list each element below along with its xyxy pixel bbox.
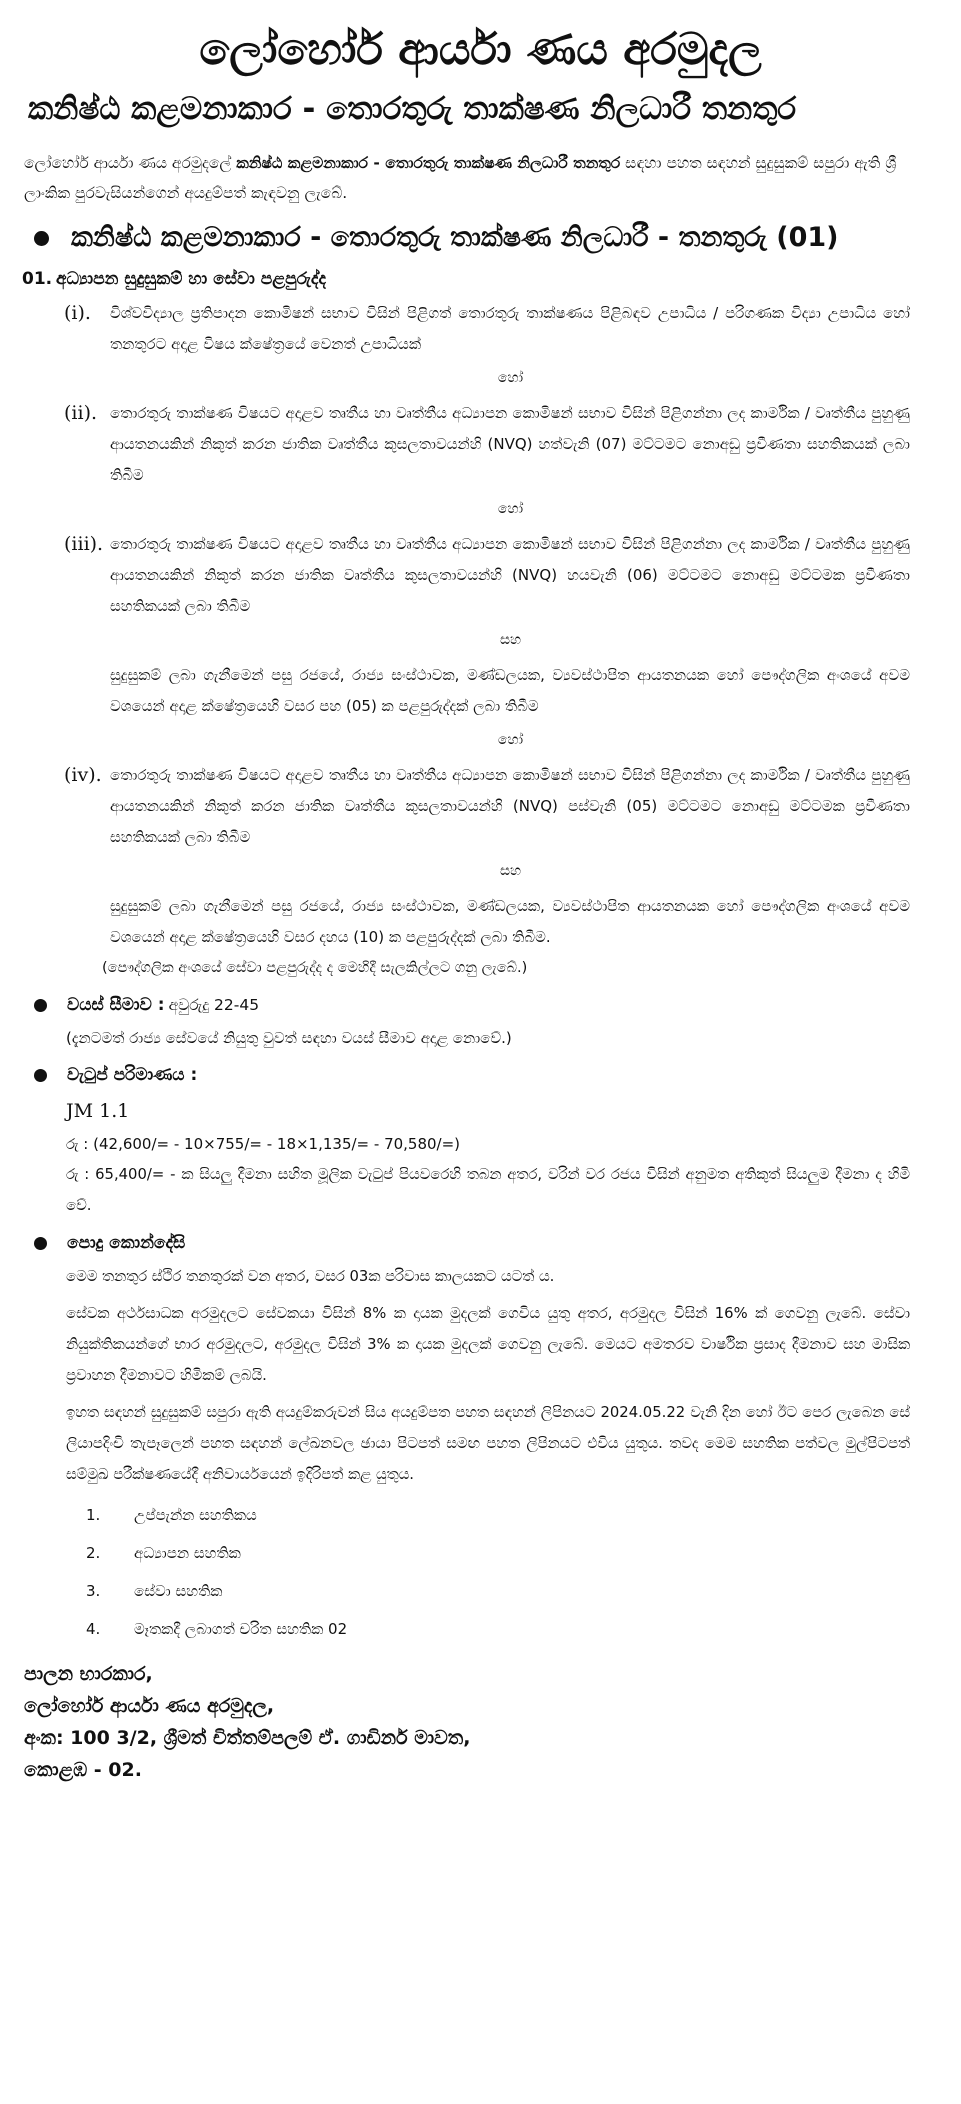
or-separator: හෝ bbox=[497, 732, 524, 748]
intro-paragraph bbox=[22, 148, 939, 208]
age-label: වයස් සීමාව : bbox=[67, 995, 165, 1015]
section-number: 01. bbox=[22, 269, 53, 289]
item-roman: (iii). bbox=[64, 533, 104, 555]
intro-text-1: ලෝහෝර් ආර්යා ණය අරමුදලේ bbox=[24, 154, 237, 172]
list-item-number: 3. bbox=[86, 1582, 101, 1600]
address-line: ලෝහෝර් ආර්යා ණය අරමුදල, bbox=[24, 1695, 275, 1717]
item-text: තොරතුරු තාක්ෂණ විෂයට අදාළව තෘතීය හා වෘත්තීය අධ්‍යාපන කොමිෂන් සභාව විසින් පිළිගන්නා ලද කාර්මික / වෘත්තීය පුහුණු ආයතනයකින් නිකුත් කරන ජාතික වෘත්තීය කුසලතාවයන්හි (NVQ) හයවැනි (06) මට්ටමට නොඅඩු මට්ටමක ප්‍රවීණතා සහතිකයක් ලබා තිබීම bbox=[110, 535, 910, 615]
qualification-item bbox=[64, 398, 939, 491]
list-item-number: 1. bbox=[86, 1506, 101, 1524]
list-item bbox=[66, 1496, 939, 1534]
list-item bbox=[66, 1572, 939, 1610]
item-text: තොරතුරු තාක්ෂණ විෂයට අදාළව තෘතීය හා වෘත්තීය අධ්‍යාපන කොමිෂන් සභාව විසින් පිළිගන්නා ලද කාර්මික / වෘත්තීය පුහුණු ආයතනයකින් නිකුත් කරන ජාතික වෘත්තීය කුසලතාවයන්හි (NVQ) හත්වැනි (07) මට්ටමට නොඅඩු ප්‍රවීණතා සහතිකයක් ලබා තිබීම bbox=[110, 404, 910, 484]
salary-label: වැටුප් පරිමාණය : bbox=[67, 1065, 198, 1085]
item-text: විශ්වවිද්‍යාල ප්‍රතිපාදන කොමිෂන් සභාව විසින් පිළිගත් තොරතුරු තාක්ෂණය පිළිබඳව උපාධිය / පරිගණක විද්‍යා උපාධිය හෝ තනතුරට අදාළ විෂය ක්ෂේත්‍රයේ වෙනත් උපාධියක් bbox=[110, 304, 910, 353]
list-item-text: අධ්‍යාපන සහතික bbox=[134, 1544, 241, 1562]
list-item-text: මෑතකදී ලබාගත් චරිත සහතික 02 bbox=[134, 1620, 348, 1638]
bullet-icon bbox=[34, 999, 47, 1012]
salary-heading bbox=[22, 1059, 939, 1091]
bullet-icon bbox=[34, 231, 49, 246]
bullet-icon bbox=[34, 1237, 47, 1250]
address-line: අංක: 100 3/2, ශ්‍රීමත් චිත්තම්පලම් ඒ. ගාඩිනර් මාවත, bbox=[24, 1727, 471, 1749]
list-item-number: 2. bbox=[86, 1544, 101, 1562]
qualification-item bbox=[64, 529, 939, 622]
list-item bbox=[66, 1534, 939, 1572]
address-line: පාලන භාරකාර, bbox=[24, 1663, 153, 1685]
general-conditions-heading bbox=[22, 1227, 939, 1259]
age-note: (දැනටමත් රාජ්‍ය සේවයේ නියුතු වුවත් සඳහා වයස් සීමාව අදාළ නොවේ.) bbox=[66, 1029, 512, 1047]
item-experience-text: සුදුසුකම් ලබා ගැනීමෙන් පසු රජයේ, රාජ්‍ය සංස්ථාවක, මණ්ඩලයක, ව්‍යවස්ථාපිත ආයතනයක හෝ පෞද්ගලික අංශයේ අවම වශයෙන් අදාළ ක්ෂේත්‍රයෙහි වසර පහ (05) ක පළපුරුද්දක් ලබා තිබීම bbox=[110, 666, 910, 715]
item-text: තොරතුරු තාක්ෂණ විෂයට අදාළව තෘතීය හා වෘත්තීය අධ්‍යාපන කොමිෂන් සභාව විසින් පිළිගන්නා ලද කාර්මික / වෘත්තීය පුහුණු ආයතනයකින් නිකුත් කරන ජාතික වෘත්තීය කුසලතාවයන්හි (NVQ) පස්වැනි (05) මට්ටමට නොඅඩු මට්ටමක ප්‍රවීණතා සහතිකයක් ලබා තිබීම bbox=[110, 766, 910, 846]
bullet-icon bbox=[34, 1069, 47, 1082]
age-limit-heading bbox=[22, 989, 939, 1021]
salary-code: JM 1.1 bbox=[66, 1100, 130, 1122]
list-item-number: 4. bbox=[86, 1620, 101, 1638]
intro-bold-text: කනිෂ්ඨ කළමනාකාර - තොරතුරු තාක්ෂණ නිලධාරී තනතුර bbox=[236, 154, 621, 172]
item-roman: (i). bbox=[64, 302, 91, 324]
list-item-text: උප්පැන්න සහතිකය bbox=[134, 1506, 257, 1524]
and-separator: සහ bbox=[499, 632, 522, 648]
or-separator: හෝ bbox=[497, 370, 524, 386]
page-title: ලෝහෝර් ආර්යා ණය අරමුදල bbox=[199, 24, 762, 75]
address-line: කොළඹ - 02. bbox=[24, 1759, 142, 1781]
item-roman: (ii). bbox=[64, 402, 98, 424]
item-roman: (iv). bbox=[64, 764, 102, 786]
intro-text-2: සඳහා පහත සඳහන් සුදුසුකම් සපුරා ඇති ශ්‍රී ලාංකික පුරවැසියන්ගෙන් අයදුම්පත් කැඳවනු ලැබේ. bbox=[24, 154, 897, 202]
address-block bbox=[22, 1658, 939, 1786]
condition-paragraph: ඉහත සඳහන් සුදුසුකම් සපුරා ඇති අයදුම්කරුවන් සිය අයදුම්පත පහත සඳහන් ලිපිනයට 2024.05.22 වැනි දින හෝ ඊට පෙර ලැබෙන සේ ලියාපදිංචි තැපෑලෙන් පහත සඳහන් ලේඛනවල ඡායා පිටපත් සමඟ පහත ලිපිනයට එවිය යුතුය. තවද මෙම සහතික පත්වල මුල්පිටපත් සම්මුඛ පරීක්ෂණයේදී අනිවාර්යයෙන් ඉදිරිපත් කළ යුතුය. bbox=[66, 1404, 910, 1483]
and-separator: සහ bbox=[499, 863, 522, 879]
condition-paragraph: මෙම තනතුර ස්ථිර තනතුරක් වන අතර, වසර 03ක පරිවාස කාලයකට යටත් ය. bbox=[66, 1268, 555, 1285]
private-sector-note: (පෞද්ගලික අංශයේ සේවා පළපුරුද්ද ද මෙහිදී සැලකිල්ලට ගනු ලැබේ.) bbox=[102, 960, 528, 976]
position-heading-text: කනිෂ්ඨ කළමනාකාර - තොරතුරු තාක්ෂණ නිලධාරී - තනතුරු (01) bbox=[71, 222, 839, 253]
required-documents-list bbox=[66, 1496, 939, 1648]
or-separator: හෝ bbox=[497, 501, 524, 517]
section-title: අධ්‍යාපන සුදුසුකම් හා සේවා පළපුරුද්ද bbox=[56, 269, 327, 289]
age-value: අවුරුදු 22-45 bbox=[168, 996, 260, 1014]
list-item bbox=[66, 1610, 939, 1648]
list-item-text: සේවා සහතික bbox=[134, 1582, 223, 1600]
position-heading bbox=[22, 218, 939, 258]
condition-paragraph: සේවක අර්ථසාධක අරමුදලට සේවකයා විසින් 8% ක දායක මුදලක් ගෙවිය යුතු අතර, අරමුදල විසින් 16% ක් ගෙවනු ලැබේ. සේවා නියුක්තිකයන්ගේ භාර අරමුදලට, අරමුදල විසින් 3% ක දායක මුදලක් ගෙවනු ලැබේ. මෙයට අමතරව වාර්ෂික ප්‍රසාද දීමනාව සහ මාසික ප්‍රවාහන දීමනාවට හිමිකම් ලබයි. bbox=[66, 1305, 910, 1384]
item-experience-text: සුදුසුකම් ලබා ගැනීමෙන් පසු රජයේ, රාජ්‍ය සංස්ථාවක, මණ්ඩලයක, ව්‍යවස්ථාපිත ආයතනයක හෝ පෞද්ගලික අංශයේ අවම වශයෙන් අදාළ ක්ෂේත්‍රයෙහි වසර දහය (10) ක පළපුරුද්දක් ලබා තිබීම. bbox=[110, 897, 910, 946]
qualification-item bbox=[64, 760, 939, 853]
section-qualifications-heading bbox=[22, 264, 939, 294]
salary-text: රු : 65,400/= - ක සියලු දීමනා සහිත මූලික වැටුප් පියවරෙහි තබන අතර, වරින් වර රජය විසින් අනුමත අතිකුත් සියලුම දීමනා ද හිමි වේ. bbox=[66, 1166, 910, 1214]
general-conditions-label: පොදු කොන්දේසි bbox=[67, 1233, 186, 1253]
page-subtitle: කනිෂ්ඨ කළමනාකාර - තොරතුරු තාක්ෂණ නිලධාරී තනතුර bbox=[28, 91, 797, 127]
qualification-item bbox=[64, 298, 939, 360]
salary-scale: රු : (42,600/= - 10×755/= - 18×1,135/= - 70,580/=) bbox=[66, 1135, 461, 1153]
